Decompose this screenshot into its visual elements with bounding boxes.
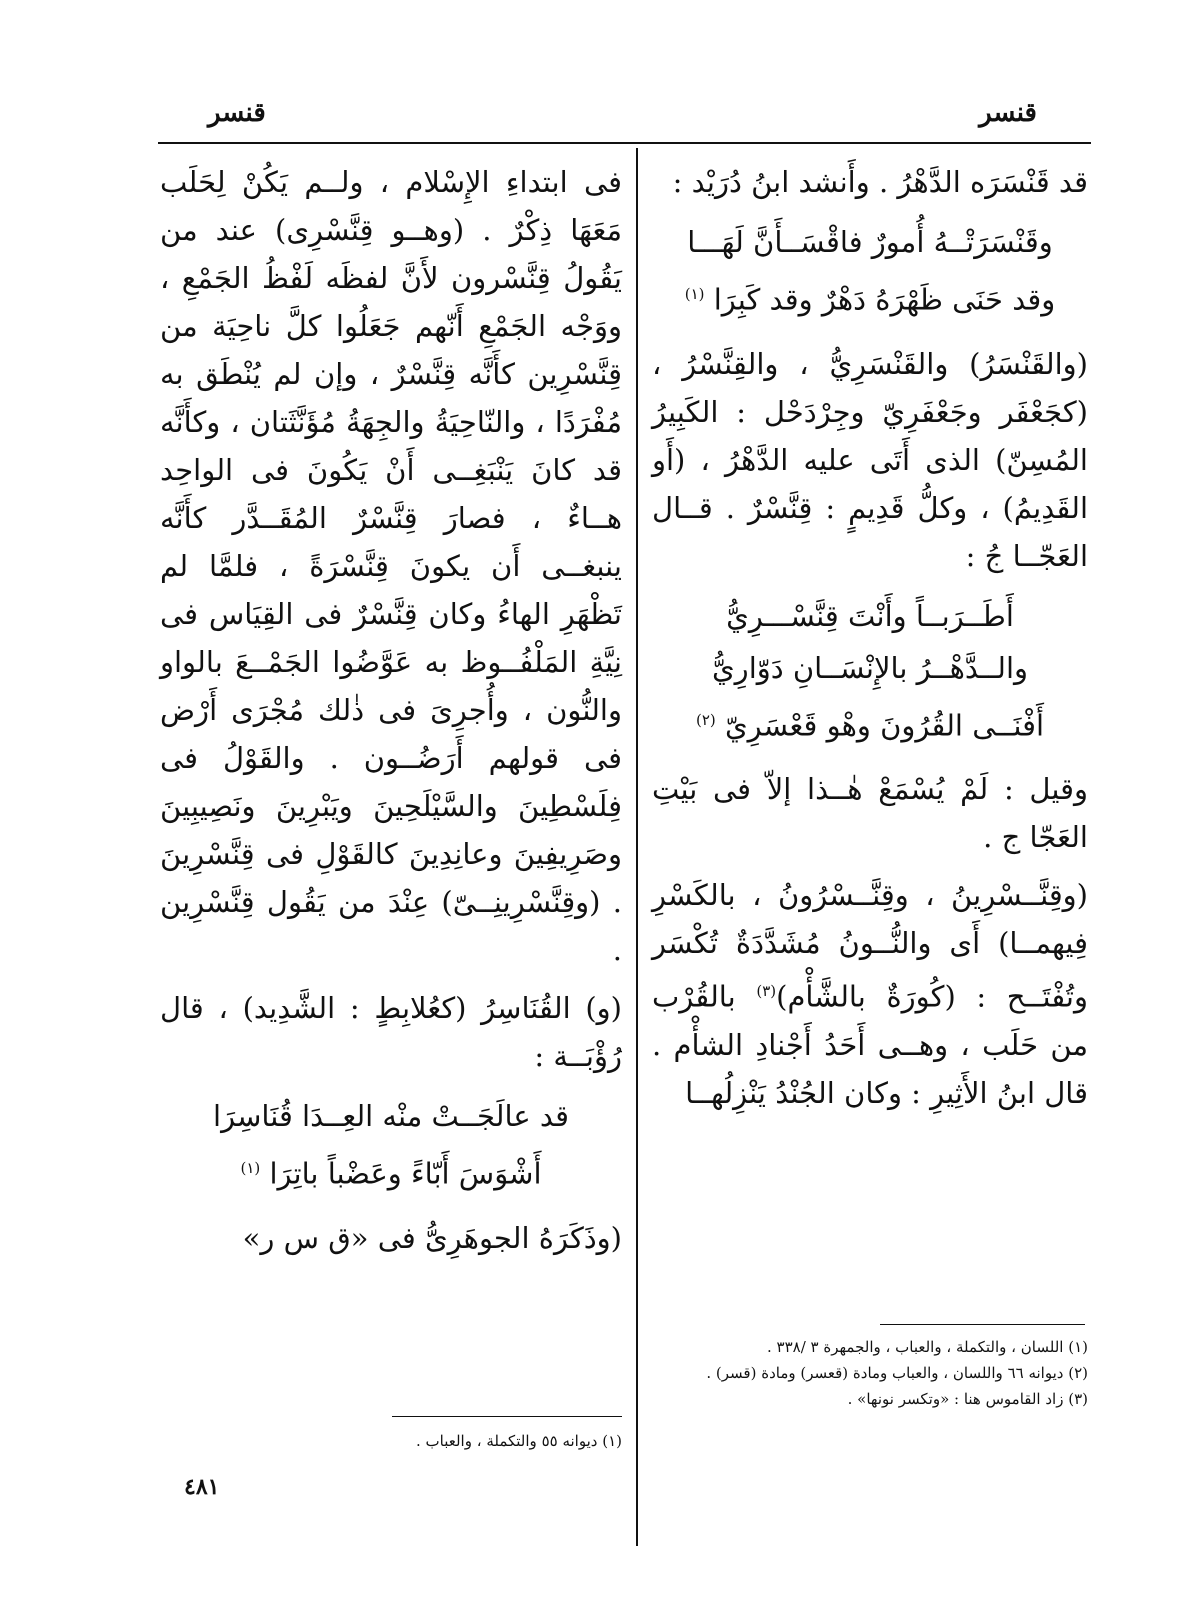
verse-line: وقَنْسَرَتْــهُ أُمورٌ فاقْسَــأَنَّ لَهَـــا: [687, 225, 1053, 259]
header-headword-left: قنسر: [208, 98, 266, 128]
footnotes-left: [200, 1428, 622, 1454]
footnote: (٣) زاد القاموس هنا : «وتكسر نونها» .: [847, 1390, 1088, 1408]
left-paragraph-1: فى ابتداءِ الإِسْلام ، ولــم يَكُنْ لِحَلَب مَعَهَا ذِكْرٌ . (وهــو قِنَّسْرِى) عند من يَقُولُ قِنَّسْرون لأَنَّ لفظَه لَفْظُ الجَمْعِ ، ووَجْه الجَمْعِ أَنّهم جَعَلُوا كلَّ ناحِيَة من قِنَّسْرِين كأَنَّه قِنَّسْرٌ ، وإن لم يُنْطَق به مُفْرَدًا ، والنّاحِيَةُ والجِهَةُ مُؤَنَّثَتان ، وكأَنَّه قد كانَ يَنْبَغِــى أَنْ يَكُونَ فى الواحِد هــاءٌ ، فصارَ قِنَّسْرٌ المُقَــدَّر كأَنَّه ينبغــى أَن يكونَ قِنَّسْرَةً ، فلمَّا لم تَظْهَرِ الهاءُ وكان قِنَّسْرٌ فى القِيَاس فى نِيَّةِ المَلْفُــوظ به عَوَّضُوا الجَمْــعَ بالواو والنُّون ، وأُجرِىَ فى ذٰلك مُجْرَى أَرْض فى قولهم أَرَضُــون . والقَوْلُ فى فِلَسْطِينَ والسَّيْلَحِينَ ويَبْرِينَ ونَصِيبِينَ وصَرِيفِينَ وعانِدِينَ كالقَوْلِ فى قِنَّسْرِينَ . (وقِنَّسْرِينِــىّ) عِنْدَ من يَقُول قِنَّسْرِين .: [160, 165, 622, 967]
header-rule: [158, 142, 1091, 144]
page-number: ٤٨١: [184, 1474, 220, 1500]
left-paragraph-2: (و) القُنَاسِرُ (كعُلابِطٍ : الشَّدِيد) ، قال رُؤْبَــة :: [160, 991, 622, 1073]
right-verse-1: [652, 216, 1088, 326]
footnote: (٢) ديوانه ٦٦ واللسان ، والعباب ومادة (قعسر) ومادة (قسر) .: [706, 1364, 1088, 1382]
right-verse-2: [652, 590, 1088, 752]
verse-line: والــدَّهْــرُ بالإِنْسَــانِ دَوّارِيُّ: [711, 650, 1029, 685]
verse-line: أَشْوَسَ أَبّاءً وعَضْباً باتِرَا: [269, 1156, 542, 1191]
footnotes-right: [652, 1334, 1088, 1412]
verse-line: أَطَــرَبــاً وأَنْتَ قِنَّسْـــرِيُّ: [726, 598, 1014, 633]
right-paragraph-1: قد قَنْسَرَه الدَّهْرُ . وأَنشد ابنُ دُرَيْد :: [672, 165, 1088, 199]
verse-line: قد عالَجَــتْ منْه العِــدَا قُنَاسِرَا: [213, 1099, 569, 1133]
footnote-rule-right: [880, 1324, 1085, 1325]
footnote: (١) ديوانه ٥٥ والتكملة ، والعباب .: [415, 1432, 622, 1450]
right-paragraph-3: وقيل : لَمْ يُسْمَعْ هٰــذا إلاّ فى بَيْتِ العَجّا ج .: [652, 772, 1088, 855]
left-verse: [160, 1090, 622, 1200]
right-paragraph-4: (وقِنَّــسْرِينُ ، وقِنَّــسْرُونُ ، بالكَسْرِ فِيهمــا) أَى والنُّــونُ مُشَدَّدَةٌ تُكْسَر وتُفْتَــح : (كُورَةٌ بالشَّأْم)$^{(٣)}$ بالقُرْب من حَلَب ، وهــى أَحَدُ أَجْنادِ الشأْم . قال ابنُ الأَثِيرِ : وكان الجُنْدُ يَنْزِلُهــا: [652, 878, 1088, 1110]
footnote-marker: (٣): [756, 982, 777, 1001]
left-column: [160, 158, 622, 1272]
right-paragraph-2: (والقَنْسَرُ) والقَنْسَرِيُّ ، والقِنَّسْرُ ، (كجَعْفَر وجَعْفَرِيّ وجِرْدَحْل : الكَبِيرُ المُسِنّ) الذى أَتَى عليه الدَّهْرُ ، (أَو القَدِيمُ) ، وكلُّ قَدِيمٍ : قِنَّسْرٌ . قــال العَجّــا جُ :: [652, 346, 1088, 573]
footnote-marker: (١): [684, 285, 705, 303]
footnote: (١) اللسان ، والتكملة ، والعباب ، والجمهرة ٣ /٣٣٨ .: [766, 1338, 1088, 1356]
header-headword-right: قنسر: [979, 98, 1037, 128]
right-column: [652, 158, 1088, 1127]
verse-line: أَفْنَــى القُرُونَ وهْو قَعْسَرِيّ: [724, 708, 1045, 743]
verse-line: وقد حَنَى ظَهْرَهُ دَهْرٌ وقد كَبِرَا: [713, 282, 1056, 317]
footnote-marker: (٢): [695, 710, 716, 729]
column-divider: [636, 148, 638, 1546]
footnote-marker: (١): [240, 1159, 261, 1177]
left-paragraph-3: (وذَكَرَهُ الجوهَرِىُّ فى «ق س ر»: [242, 1220, 622, 1255]
footnote-rule-left: [392, 1416, 622, 1417]
